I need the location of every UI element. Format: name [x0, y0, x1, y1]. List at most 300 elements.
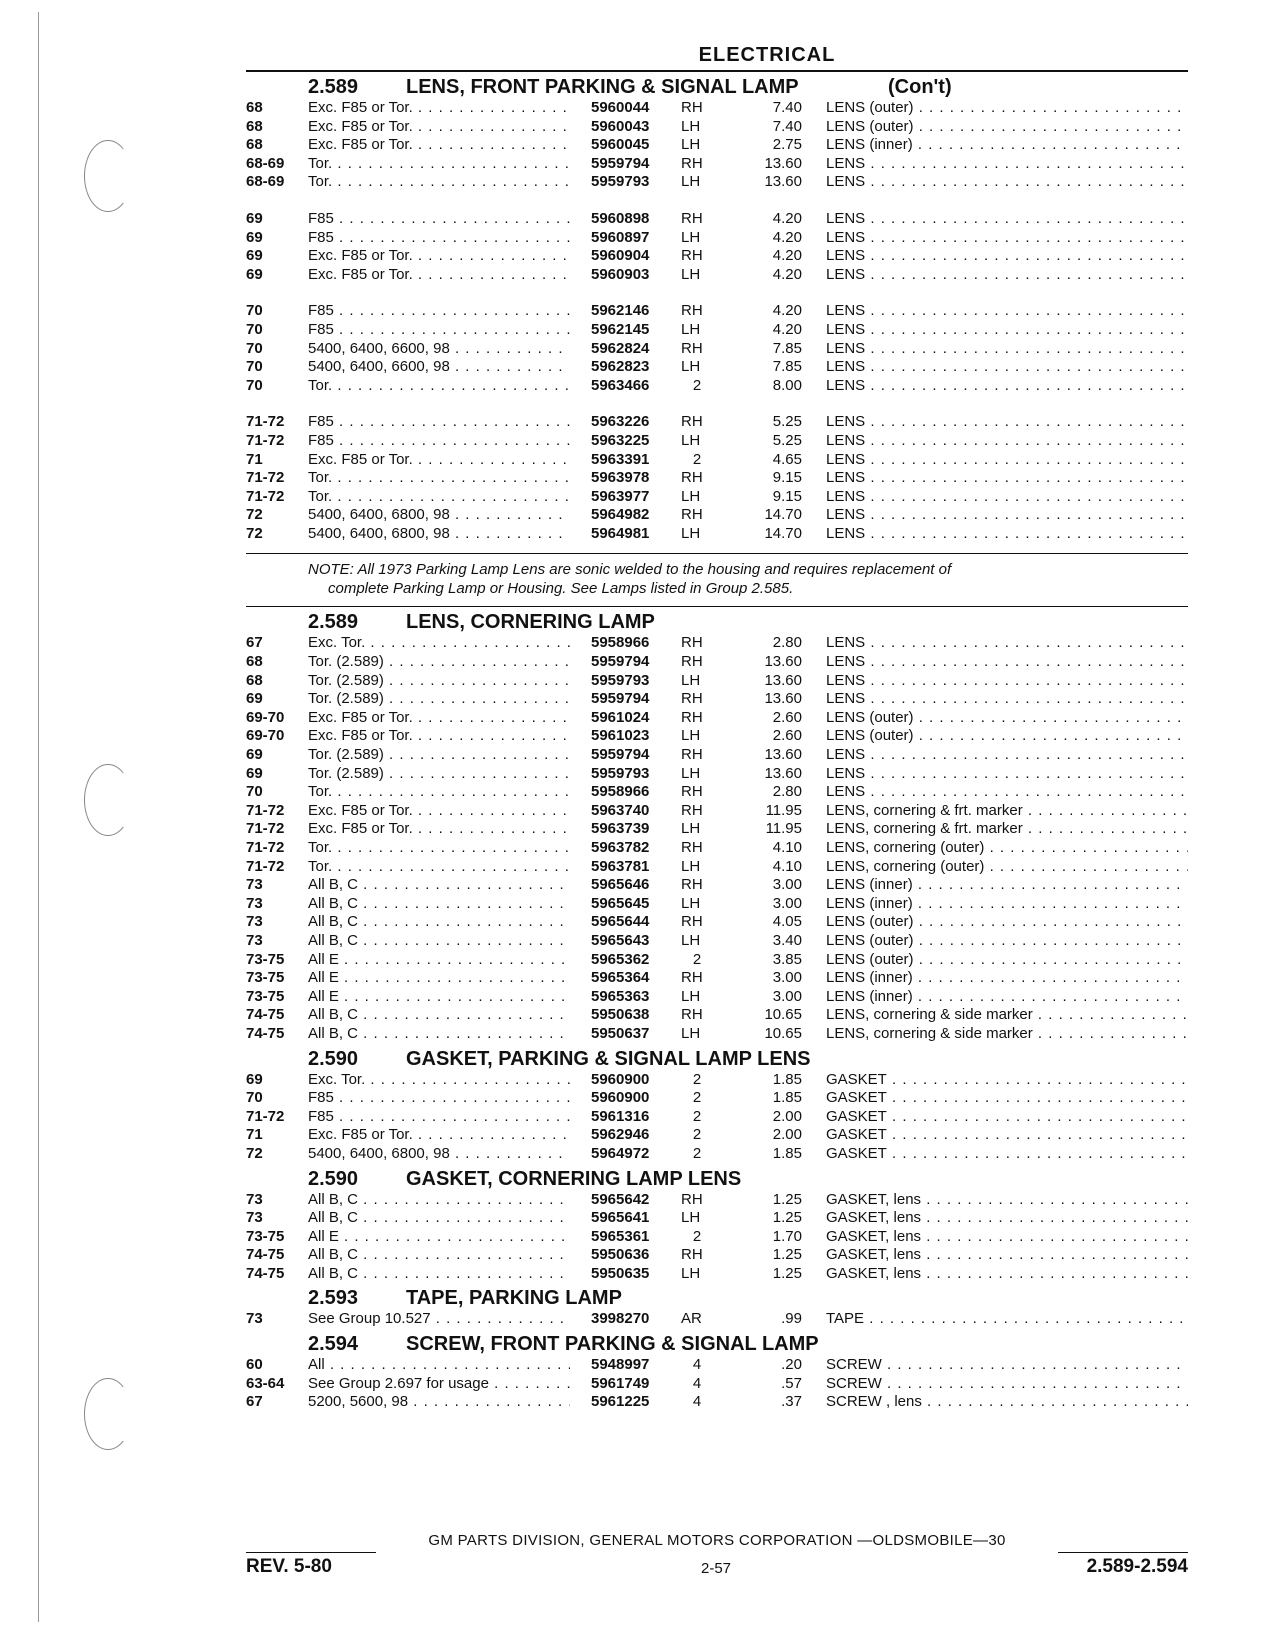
part-number: 5961749	[591, 1374, 650, 1392]
note-line-1: NOTE: All 1973 Parking Lamp Lens are sonic welded to the housing and requires replacement of	[308, 561, 952, 579]
description: LENS . . .	[826, 525, 1188, 544]
description: GASKET . . .	[826, 1145, 1188, 1164]
description: LENS . . .	[826, 155, 1188, 174]
section-title	[246, 607, 1188, 634]
price: 1.25	[772, 1264, 802, 1282]
application: Exc. Tor. . . .	[308, 634, 570, 653]
price: 14.70	[764, 524, 802, 542]
price: 4.20	[772, 247, 802, 265]
description: LENS, cornering (outer) . . .	[826, 858, 1188, 877]
part-number: 5963466	[591, 376, 650, 394]
description: GASKET, lens . . .	[826, 1209, 1188, 1228]
parts-row	[246, 413, 1188, 432]
section-name: GASKET, CORNERING LAMP LENS	[406, 1167, 742, 1190]
description: LENS . . .	[826, 210, 1188, 229]
quantity: RH	[681, 839, 703, 856]
price: 13.60	[764, 746, 802, 764]
quantity: LH	[681, 987, 701, 1005]
application: See Group 2.697 for usage . . .	[308, 1375, 570, 1394]
description: LENS . . .	[826, 432, 1188, 451]
application: Tor. (2.589) . . .	[308, 746, 570, 765]
model-year: 71-72	[246, 431, 285, 449]
price: 11.95	[765, 820, 802, 838]
quantity: LH	[681, 1264, 701, 1282]
application: Exc. F85 or Tor. . . .	[308, 709, 570, 728]
parts-row	[246, 358, 1188, 377]
description: LENS . . .	[826, 340, 1188, 359]
part-number: 5959793	[591, 764, 650, 782]
description: LENS (inner) . . .	[826, 969, 1188, 988]
part-number: 5959794	[591, 653, 650, 671]
quantity: LH	[681, 894, 701, 912]
price: 1.25	[772, 1209, 802, 1227]
part-number: 5965363	[591, 987, 650, 1005]
part-number: 5962823	[591, 358, 650, 376]
section-title	[246, 1044, 1188, 1071]
price: 4.20	[772, 265, 802, 283]
parking-lamp-note	[246, 554, 1188, 606]
part-number: 5965362	[591, 950, 650, 968]
punch-hole	[84, 1378, 132, 1450]
quantity: 4	[692, 1374, 702, 1392]
description: LENS . . .	[826, 247, 1188, 266]
section-title	[246, 72, 1188, 99]
application: Tor. . . .	[308, 173, 570, 192]
application: Tor. . . .	[308, 783, 570, 802]
parts-row	[246, 1145, 1188, 1164]
description: LENS . . .	[826, 321, 1188, 340]
price: 13.60	[764, 764, 802, 782]
price: 4.65	[772, 450, 802, 468]
price: 2.00	[772, 1126, 802, 1144]
price: 4.20	[772, 302, 802, 320]
page-footer	[246, 1532, 1188, 1592]
parts-row	[246, 99, 1188, 118]
quantity: LH	[681, 320, 701, 338]
parts-row	[246, 746, 1188, 765]
price: 2.80	[772, 783, 802, 801]
application: F85 . . .	[308, 229, 570, 248]
application: All . . .	[308, 1356, 570, 1375]
part-number: 5961316	[591, 1107, 650, 1125]
page-number: 2-57	[701, 1560, 732, 1577]
model-year: 69-70	[246, 727, 285, 745]
quantity: LH	[681, 431, 701, 449]
model-year: 70	[246, 302, 263, 320]
price: .57	[781, 1374, 802, 1392]
quantity: 4	[692, 1356, 702, 1374]
footer-rule-right	[1058, 1552, 1188, 1553]
model-year: 71-72	[246, 487, 285, 505]
part-number: 5964981	[591, 524, 650, 542]
section-cornering-gasket	[246, 1164, 1188, 1284]
price: 7.40	[772, 117, 802, 135]
application: All B, C . . .	[308, 1209, 570, 1228]
revision-label: REV. 5-80	[246, 1556, 332, 1577]
description: GASKET . . .	[826, 1108, 1188, 1127]
quantity: LH	[681, 358, 701, 376]
part-number: 5960044	[591, 99, 650, 116]
quantity: RH	[681, 653, 703, 671]
parts-row	[246, 1006, 1188, 1025]
description: LENS . . .	[826, 173, 1188, 192]
price: 1.85	[772, 1089, 802, 1107]
parts-row	[246, 1108, 1188, 1127]
price: .99	[781, 1310, 802, 1328]
description: LENS (outer) . . .	[826, 932, 1188, 951]
application: Exc. F85 or Tor. . . .	[308, 1126, 570, 1145]
parts-row	[246, 988, 1188, 1007]
quantity: RH	[681, 247, 703, 265]
part-number: 5950636	[591, 1246, 650, 1264]
part-number: 5961023	[591, 727, 650, 745]
part-number: 5963977	[591, 487, 650, 505]
punch-hole	[84, 764, 132, 836]
model-year: 68	[246, 671, 263, 689]
quantity: LH	[681, 117, 701, 135]
quantity: 4	[692, 1393, 702, 1411]
part-number: 5964982	[591, 506, 650, 524]
description: LENS . . .	[826, 377, 1188, 396]
quantity: RH	[681, 876, 703, 894]
application: Tor. (2.589) . . .	[308, 765, 570, 784]
price: 2.75	[772, 136, 802, 154]
model-year: 71-72	[246, 1107, 285, 1125]
section-number: 2.590	[308, 1167, 359, 1190]
parts-row	[246, 672, 1188, 691]
parts-row	[246, 488, 1188, 507]
model-year: 63-64	[246, 1374, 285, 1392]
quantity: LH	[681, 857, 701, 875]
parts-row	[246, 1025, 1188, 1044]
parts-row	[246, 1089, 1188, 1108]
model-year: 68	[246, 653, 263, 671]
quantity: 2	[692, 450, 702, 468]
part-number: 5963740	[591, 801, 650, 819]
parts-row	[246, 1393, 1188, 1412]
parts-row	[246, 432, 1188, 451]
application: Exc. F85 or Tor. . . .	[308, 266, 570, 285]
description: GASKET . . .	[826, 1071, 1188, 1090]
part-number: 5960900	[591, 1089, 650, 1107]
application: F85 . . .	[308, 210, 570, 229]
model-year: 68	[246, 117, 263, 135]
description: LENS (outer) . . .	[826, 118, 1188, 137]
price: 2.60	[772, 708, 802, 726]
parts-row	[246, 709, 1188, 728]
description: LENS, cornering & side marker . . .	[826, 1025, 1188, 1044]
price: 7.85	[772, 339, 802, 357]
description: LENS (inner) . . .	[826, 895, 1188, 914]
application: 5400, 6400, 6800, 98 . . .	[308, 525, 570, 544]
model-year: 72	[246, 1144, 263, 1162]
application: Tor. (2.589) . . .	[308, 690, 570, 709]
part-number: 5962946	[591, 1126, 650, 1144]
part-number: 5965642	[591, 1190, 650, 1208]
quantity: RH	[681, 99, 703, 116]
description: LENS, cornering & frt. marker . . .	[826, 820, 1188, 839]
quantity: RH	[681, 913, 703, 931]
part-number: 5959793	[591, 173, 650, 191]
part-number: 5960043	[591, 117, 650, 135]
model-year: 71	[246, 450, 263, 468]
price: 14.70	[764, 506, 802, 524]
model-year: 73	[246, 894, 263, 912]
parts-row	[246, 858, 1188, 877]
model-year: 72	[246, 506, 263, 524]
application: All B, C . . .	[308, 895, 570, 914]
parts-row	[246, 820, 1188, 839]
price: 3.40	[772, 931, 802, 949]
model-year: 73-75	[246, 987, 285, 1005]
description: LENS . . .	[826, 783, 1188, 802]
parts-row	[246, 377, 1188, 396]
model-year: 73	[246, 931, 263, 949]
application: 5400, 6400, 6800, 98 . . .	[308, 1145, 570, 1164]
description: GASKET, lens . . .	[826, 1228, 1188, 1247]
part-number: 3998270	[591, 1310, 650, 1328]
parts-row	[246, 634, 1188, 653]
part-number: 5962146	[591, 302, 650, 320]
price: 13.60	[764, 173, 802, 191]
part-number: 5958966	[591, 634, 650, 652]
section-parking-tape	[246, 1283, 1188, 1329]
parts-row	[246, 506, 1188, 525]
application: Tor. . . .	[308, 839, 570, 858]
quantity: 2	[692, 950, 702, 968]
description: LENS . . .	[826, 413, 1188, 432]
parts-row	[246, 839, 1188, 858]
model-year: 70	[246, 339, 263, 357]
quantity: 2	[692, 376, 702, 394]
model-year: 69	[246, 247, 263, 265]
description: LENS (outer) . . .	[826, 727, 1188, 746]
parts-row	[246, 340, 1188, 359]
description: LENS . . .	[826, 469, 1188, 488]
parts-row	[246, 895, 1188, 914]
parts-row	[246, 913, 1188, 932]
quantity: LH	[681, 931, 701, 949]
part-number: 5961024	[591, 708, 650, 726]
quantity: RH	[681, 413, 703, 431]
quantity: RH	[681, 209, 703, 227]
application: All B, C . . .	[308, 932, 570, 951]
application: All E . . .	[308, 988, 570, 1007]
application: F85 . . .	[308, 302, 570, 321]
quantity: 2	[692, 1089, 702, 1107]
quantity: LH	[681, 228, 701, 246]
part-number: 5960903	[591, 265, 650, 283]
description: LENS . . .	[826, 229, 1188, 248]
application: 5400, 6400, 6600, 98 . . .	[308, 340, 570, 359]
price: 7.40	[772, 99, 802, 116]
part-number: 5962824	[591, 339, 650, 357]
model-year: 74-75	[246, 1024, 285, 1042]
quantity: RH	[681, 154, 703, 172]
description: LENS . . .	[826, 653, 1188, 672]
application: F85 . . .	[308, 1089, 570, 1108]
model-year: 60	[246, 1356, 263, 1374]
price: 13.60	[764, 671, 802, 689]
part-number: 5963781	[591, 857, 650, 875]
application: Exc. F85 or Tor. . . .	[308, 99, 570, 118]
application: All E . . .	[308, 1228, 570, 1247]
part-number: 5959794	[591, 746, 650, 764]
description: SCREW . . .	[826, 1375, 1188, 1394]
continued-label: (Con't)	[888, 76, 952, 98]
price: 4.10	[772, 839, 802, 856]
parts-row	[246, 302, 1188, 321]
quantity: LH	[681, 727, 701, 745]
application: All E . . .	[308, 951, 570, 970]
price: 2.00	[772, 1107, 802, 1125]
description: GASKET . . .	[826, 1089, 1188, 1108]
model-year: 67	[246, 1393, 263, 1411]
description: LENS (outer) . . .	[826, 951, 1188, 970]
part-number: 5965646	[591, 876, 650, 894]
quantity: RH	[681, 339, 703, 357]
price: 3.00	[772, 876, 802, 894]
application: 5200, 5600, 98 . . .	[308, 1393, 570, 1412]
parts-row	[246, 951, 1188, 970]
application: All B, C . . .	[308, 1246, 570, 1265]
catalog-page	[246, 44, 1188, 1412]
parts-row	[246, 247, 1188, 266]
description: LENS . . .	[826, 746, 1188, 765]
price: 2.60	[772, 727, 802, 745]
description: LENS (inner) . . .	[826, 876, 1188, 895]
section-title	[246, 1164, 1188, 1191]
section-cornering-lens	[246, 607, 1188, 1043]
model-year: 74-75	[246, 1246, 285, 1264]
model-year: 73-75	[246, 1227, 285, 1245]
price: 13.60	[764, 690, 802, 708]
description: LENS . . .	[826, 488, 1188, 507]
parts-row	[246, 321, 1188, 340]
part-number: 5965643	[591, 931, 650, 949]
quantity: 2	[692, 1070, 702, 1088]
parts-row	[246, 1310, 1188, 1329]
quantity: LH	[681, 487, 701, 505]
price: 7.85	[772, 358, 802, 376]
quantity: RH	[681, 708, 703, 726]
application: All E . . .	[308, 969, 570, 988]
part-number: 5950637	[591, 1024, 650, 1042]
part-number: 5963782	[591, 839, 650, 856]
model-year: 71-72	[246, 839, 285, 856]
application: F85 . . .	[308, 321, 570, 340]
description: TAPE . . .	[826, 1310, 1188, 1329]
section-title	[246, 1283, 1188, 1310]
description: GASKET, lens . . .	[826, 1191, 1188, 1210]
section-title	[246, 1329, 1188, 1356]
binder-margin-line	[38, 12, 39, 1622]
part-number: 5963978	[591, 469, 650, 487]
quantity: RH	[681, 634, 703, 652]
description: LENS . . .	[826, 266, 1188, 285]
model-year: 71	[246, 1126, 263, 1144]
section-name: LENS, CORNERING LAMP	[406, 611, 655, 634]
quantity: RH	[681, 690, 703, 708]
application: Exc. F85 or Tor. . . .	[308, 247, 570, 266]
parts-row	[246, 932, 1188, 951]
model-year: 69	[246, 265, 263, 283]
part-number: 5965641	[591, 1209, 650, 1227]
section-number: 2.590	[308, 1047, 359, 1070]
quantity: RH	[681, 1190, 703, 1208]
application: All B, C . . .	[308, 876, 570, 895]
model-year: 73	[246, 1310, 263, 1328]
application: F85 . . .	[308, 1108, 570, 1127]
application: Tor. (2.589) . . .	[308, 672, 570, 691]
parts-row	[246, 690, 1188, 709]
quantity: LH	[681, 764, 701, 782]
note-line-2: complete Parking Lamp or Housing. See Lamps listed in Group 2.585.	[328, 580, 794, 598]
quantity: LH	[681, 671, 701, 689]
model-year: 69	[246, 690, 263, 708]
description: LENS . . .	[826, 302, 1188, 321]
parts-row	[246, 1071, 1188, 1090]
model-year: 69	[246, 764, 263, 782]
application: Exc. F85 or Tor. . . .	[308, 136, 570, 155]
part-number: 5961225	[591, 1393, 650, 1411]
part-number: 5959794	[591, 690, 650, 708]
parts-row	[246, 451, 1188, 470]
section-name: SCREW, FRONT PARKING & SIGNAL LAMP	[406, 1333, 819, 1356]
part-number: 5960898	[591, 209, 650, 227]
description: LENS, cornering & frt. marker . . .	[826, 802, 1188, 821]
section-parking-gasket	[246, 1044, 1188, 1164]
model-year: 74-75	[246, 1264, 285, 1282]
part-number: 5965361	[591, 1227, 650, 1245]
model-year: 69	[246, 209, 263, 227]
description: SCREW . . .	[826, 1356, 1188, 1375]
model-year: 70	[246, 1089, 263, 1107]
description: LENS (inner) . . .	[826, 988, 1188, 1007]
part-number: 5960897	[591, 228, 650, 246]
part-number: 5963225	[591, 431, 650, 449]
model-year: 69-70	[246, 708, 285, 726]
application: See Group 10.527 . . .	[308, 1310, 570, 1329]
price: 1.85	[772, 1144, 802, 1162]
model-year: 68-69	[246, 154, 285, 172]
model-year: 68	[246, 99, 263, 116]
section-number: 2.593	[308, 1287, 359, 1310]
part-number: 5962145	[591, 320, 650, 338]
quantity: LH	[681, 265, 701, 283]
application: Tor. . . .	[308, 377, 570, 396]
description: LENS (outer) . . .	[826, 709, 1188, 728]
quantity: RH	[681, 1006, 703, 1024]
price: 1.85	[772, 1070, 802, 1088]
description: LENS . . .	[826, 358, 1188, 377]
description: LENS . . .	[826, 765, 1188, 784]
price: 4.05	[772, 913, 802, 931]
price: 2.80	[772, 634, 802, 652]
description: LENS . . .	[826, 634, 1188, 653]
quantity: 2	[692, 1126, 702, 1144]
price: 3.00	[772, 969, 802, 987]
section-number: 2.589	[308, 76, 359, 98]
model-year: 73-75	[246, 969, 285, 987]
section-name: TAPE, PARKING LAMP	[406, 1287, 622, 1310]
part-number: 5965364	[591, 969, 650, 987]
application: All B, C . . .	[308, 1191, 570, 1210]
application: Tor. (2.589) . . .	[308, 653, 570, 672]
parts-row	[246, 969, 1188, 988]
model-year: 73-75	[246, 950, 285, 968]
parts-row	[246, 210, 1188, 229]
